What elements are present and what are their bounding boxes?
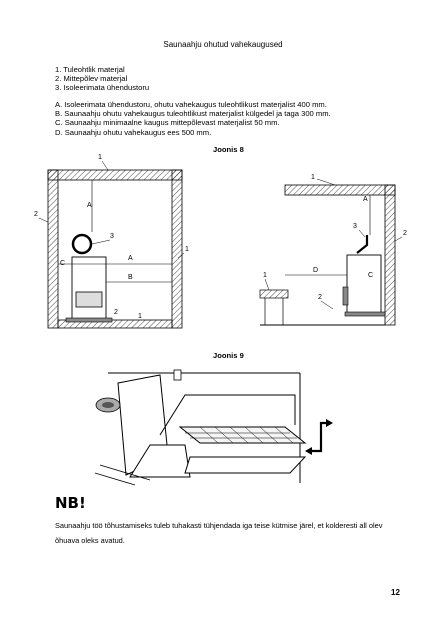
arrow-up-icon	[321, 423, 326, 437]
stove	[347, 255, 381, 313]
stove	[72, 257, 106, 319]
door-hinge	[174, 370, 181, 380]
label-1-floor: 1	[138, 313, 142, 320]
back-wall	[385, 185, 395, 325]
nb-heading: NB!	[55, 494, 86, 512]
page-number: 12	[391, 588, 400, 597]
figure-9-label: Joonis 9	[213, 351, 244, 360]
material-legend	[55, 65, 149, 93]
figure-8-side-view	[255, 165, 415, 340]
connecting-pipe	[73, 235, 91, 253]
connecting-pipe	[357, 235, 367, 253]
label-1-left: 1	[263, 272, 267, 279]
label-a-vertical: A	[87, 202, 92, 209]
stove-door-handle	[343, 287, 348, 305]
label-1-right: 1	[185, 246, 189, 253]
legend-item-3: 3. Isoleerimata ühendustoru	[55, 83, 150, 93]
ceiling-wall	[285, 185, 395, 195]
label-a-vertical: A	[363, 196, 368, 203]
figure-8-front-view	[30, 152, 190, 332]
bench	[260, 290, 288, 298]
stove-door	[76, 292, 102, 307]
stove-base	[66, 318, 112, 322]
label-1-top: 1	[98, 154, 102, 161]
figure-9-ash-pan-view	[90, 365, 345, 490]
label-1-top: 1	[311, 174, 315, 181]
legend-item-2: 2. Mittepõlev materjal	[55, 74, 128, 84]
label-2-floor: 2	[318, 294, 322, 301]
right-wall	[172, 170, 182, 328]
note-c: C. Saunaahju minimaalne kaugus mittepõlevast materjalist 50 mm.	[55, 118, 280, 128]
arrow-out-icon	[312, 437, 321, 451]
distance-notes	[55, 100, 331, 137]
stove-base	[345, 312, 385, 316]
label-a: A	[128, 255, 133, 262]
label-c: C	[368, 272, 374, 279]
label-2-side: 2	[34, 211, 38, 218]
page-title: Saunaahju ohutud vahekaugused	[163, 40, 283, 49]
label-b: B	[128, 274, 133, 281]
note-d: D. Saunaahju ohutu vahekaugus ees 500 mm.	[55, 127, 212, 137]
figure-8-label: Joonis 8	[213, 145, 244, 154]
label-2-floor: 2	[114, 309, 118, 316]
left-wall	[48, 170, 58, 328]
note-a: A. Isoleerimata ühendustoru, ohutu vahekaugus tuleohtlikust materjalist 400 mm.	[55, 100, 327, 109]
note-b: B. Saunaahju ohutu vahekaugus tuleohtlikust materjalist külgedel ja taga 300 mm.	[55, 109, 331, 119]
legend-item-1: 1. Tuleohtlik materjal	[55, 65, 125, 74]
label-3: 3	[110, 233, 114, 240]
label-2-side: 2	[403, 230, 407, 237]
fire-grate	[180, 427, 305, 443]
ceiling-wall	[48, 170, 182, 180]
label-c: C	[60, 260, 66, 267]
nb-text: Saunaahju töö tõhustamiseks tuleb tuhakasti tühjendada iga teise kütmise järel, et kolderesti all olev õhuava oleks avatud.	[55, 521, 383, 545]
label-3: 3	[353, 223, 357, 230]
ash-pan	[185, 457, 305, 473]
label-d: D	[313, 267, 319, 274]
